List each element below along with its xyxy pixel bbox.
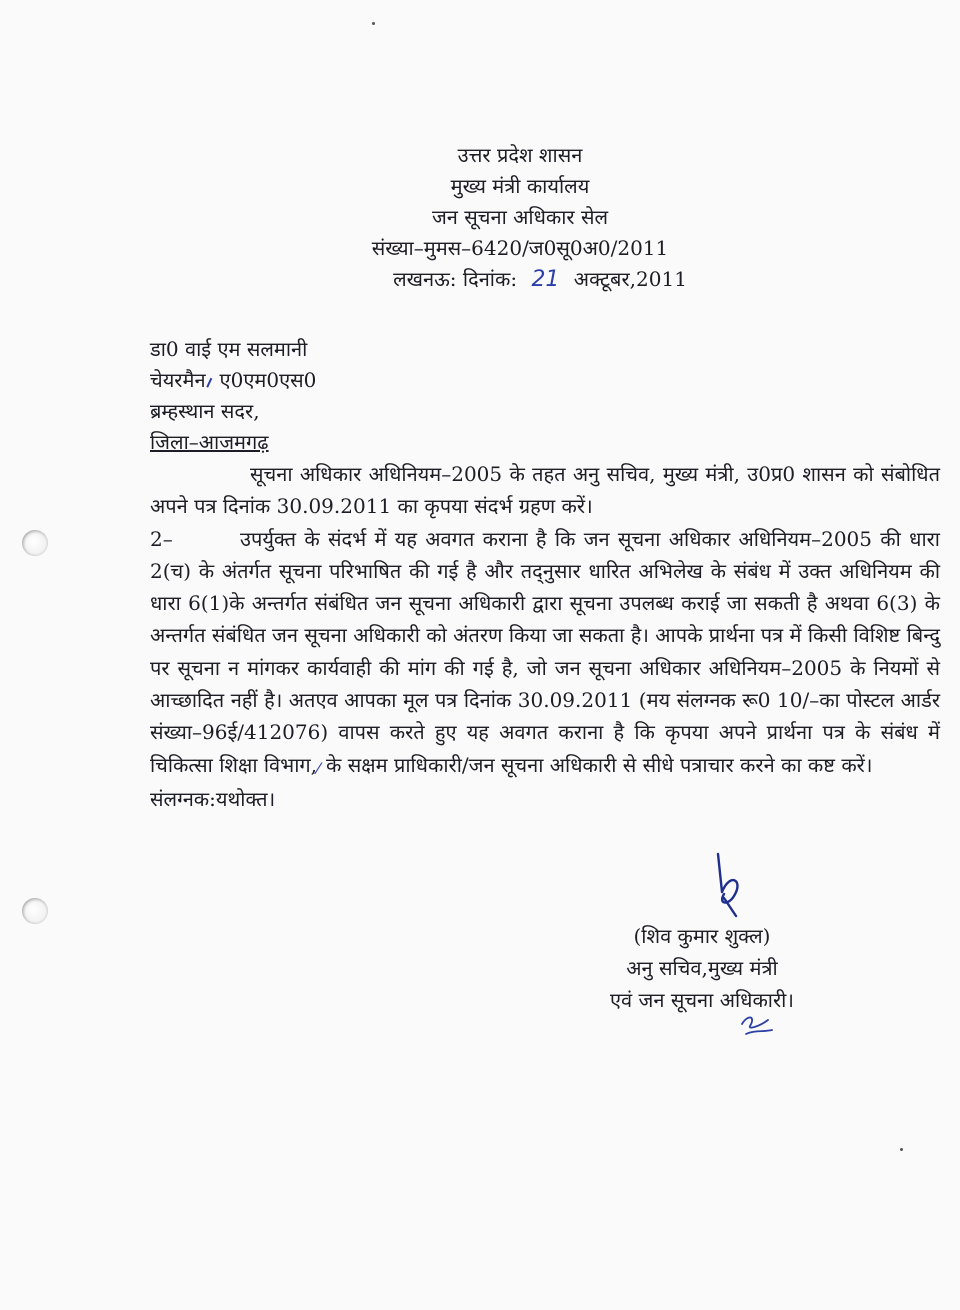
pen-tick-icon — [206, 378, 217, 390]
insertion-caret-icon: ⁄ — [317, 758, 320, 778]
paragraph-2-text-a: उपर्युक्त के संदर्भ में यह अवगत कराना है कि जन सूचना अधिकार अधिनियम–2005 की धारा 2(च) के अंतर्गत सूचना परिभाषित की गई है और तद्नुसार धारित अभिलेख के संबंध में उक्त अधिनियम की धारा 6(1)के अन्तर्गत संबंधित जन सूचना अधिकारी द्वारा सूचना उपलब्ध कराई जा सकती है अथवा 6(3) के अन्तर्गत संबंधित जन सूचना अधिकारी को अंतरण किया जा सकता है। आपके प्रार्थना पत्र में किसी विशिष्ट बिन्दु पर सूचना न मांगकर कार्यवाही की मांग की गई है, जो जन सूचना अधिकार अधिनियम–2005 के नियमों से आच्छादित नहीं है। अतएव आपका मूल पत्र दिनांक 30.09.2011 (मय संलग्नक रू0 10/–का पोस्टल आर्डर संख्या–96ई/412076) वापस करते हुए यह अवगत कराना है कि कृपया अपने प्रार्थना पत्र के संबंध में चिकित्सा शिक्षा विभाग, — [150, 526, 940, 777]
office-name: मुख्य मंत्री कार्यालय — [450, 174, 590, 198]
enclosure-note: संलग्नक:यथोक्त। — [150, 786, 276, 811]
signature-block — [610, 920, 794, 1016]
signatory-role: एवं जन सूचना अधिकारी। — [610, 988, 794, 1012]
addressee-designation — [150, 365, 316, 396]
designation-org: ए0एम0एस0 — [219, 368, 317, 392]
paragraph-1: सूचना अधिकार अधिनियम–2005 के तहत अनु सचिव, मुख्य मंत्री, उ0प्र0 शासन को संबोधित अपने पत्र दिनांक 30.09.2011 का कृपया संदर्भ ग्रहण करें। — [150, 462, 940, 519]
handwritten-date-day: 21 — [531, 267, 560, 292]
date-prefix: लखनऊ: दिनांक: — [393, 267, 518, 291]
paragraph-2 — [150, 523, 940, 783]
letterhead — [300, 140, 740, 295]
paper-speck — [900, 1148, 903, 1151]
designation-prefix: चेयरमैन — [150, 368, 206, 392]
reference-number: संख्या–मुमस–6420/ज0सू0अ0/2011 — [371, 236, 669, 260]
signature-scribble-icon — [700, 852, 760, 922]
date-month-year: अक्टूबर,2011 — [573, 267, 687, 291]
paragraph-number: 2– — [150, 526, 173, 551]
signatory-designation: अनु सचिव,मुख्य मंत्री — [626, 956, 778, 980]
addressee-block — [150, 334, 316, 458]
punch-hole-upper — [22, 530, 48, 556]
government-name: उत्तर प्रदेश शासन — [457, 143, 583, 167]
addressee-locality: ब्रम्हस्थान सदर, — [150, 399, 260, 423]
paragraph-2-text-b: के सक्षम प्राधिकारी/जन सूचना अधिकारी से सीधे पत्राचार करने का कष्ट करें। — [326, 752, 873, 777]
addressee-district: जिला–आजमगढ़ — [150, 430, 269, 454]
cell-name: जन सूचना अधिकार सेल — [431, 205, 609, 229]
punch-hole-lower — [22, 898, 48, 924]
letter-body — [150, 458, 940, 815]
date-line — [300, 264, 740, 295]
handwritten-initials-icon — [738, 1010, 778, 1040]
paper-speck — [372, 22, 375, 25]
signatory-name: (शिव कुमार शुक्ल) — [633, 924, 771, 948]
addressee-name: डा0 वाई एम सलमानी — [150, 337, 308, 361]
